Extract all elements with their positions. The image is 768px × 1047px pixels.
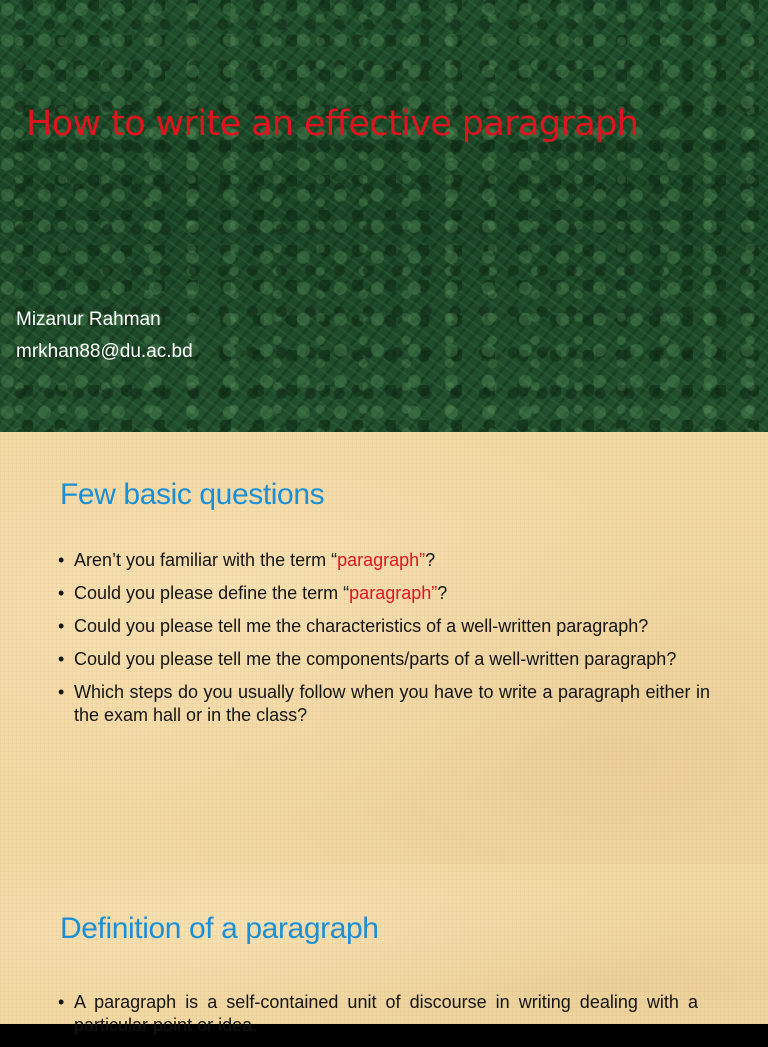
bullet-text: Could you please tell me the components/parts of a well-written paragraph? xyxy=(74,649,677,669)
bullet-icon: • xyxy=(58,682,65,702)
bullet-text: Could you please tell me the characteristics of a well-written paragraph? xyxy=(74,616,649,636)
bullet-item xyxy=(58,615,710,638)
definition-slide xyxy=(0,864,768,1035)
bullet-text: A paragraph is a self-contained unit of discourse in writing dealing with a particular point or idea. xyxy=(74,992,698,1035)
bullet-text: Could you please define the term “ xyxy=(74,583,350,603)
bullet-item xyxy=(58,648,710,671)
bullet-text-end: ? xyxy=(437,583,448,603)
bullet-item xyxy=(58,582,710,605)
bullet-list xyxy=(58,549,710,737)
bullet-item xyxy=(58,991,698,1037)
bullet-icon: • xyxy=(58,550,65,570)
bullet-list xyxy=(58,991,698,1047)
bullet-icon: • xyxy=(58,616,65,636)
highlighted-term: paragraph” xyxy=(349,583,438,603)
title-slide xyxy=(0,0,768,432)
author-name: Mizanur Rahman xyxy=(16,309,161,330)
bullet-icon: • xyxy=(58,583,65,603)
bullet-icon: • xyxy=(58,649,65,669)
bullet-item xyxy=(58,549,710,572)
slide-heading: Few basic questions xyxy=(60,478,325,511)
bullet-icon: • xyxy=(58,992,65,1012)
presentation-title: How to write an effective paragraph xyxy=(26,104,639,144)
author-email: mrkhan88@du.ac.bd xyxy=(16,341,193,362)
bullet-text-end: ? xyxy=(425,550,436,570)
bullet-item xyxy=(58,681,710,727)
bullet-text: Which steps do you usually follow when you have to write a paragraph either in the exam hall or in the class? xyxy=(74,682,710,725)
slide-heading: Definition of a paragraph xyxy=(60,912,379,945)
author-block xyxy=(16,304,193,368)
questions-slide xyxy=(0,432,768,864)
highlighted-term: paragraph” xyxy=(337,550,426,570)
bullet-text: Aren’t you familiar with the term “ xyxy=(74,550,338,570)
